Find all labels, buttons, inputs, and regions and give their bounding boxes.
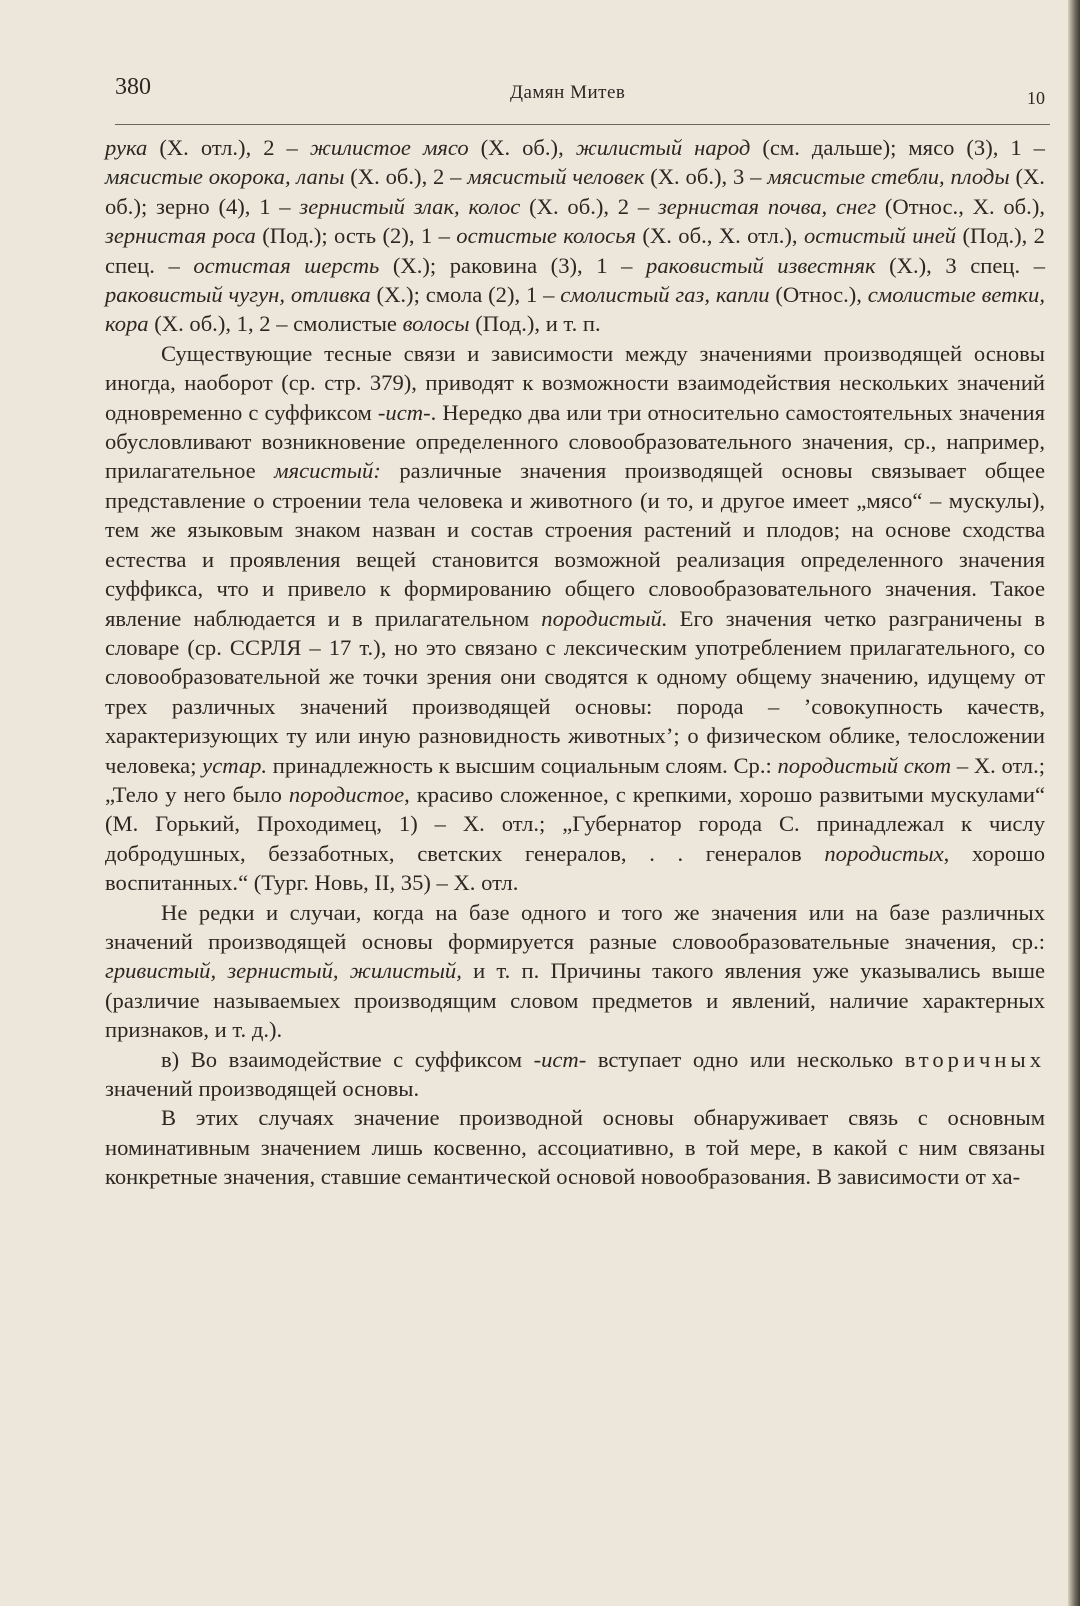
text-run: Его значения четко разграничены в словаре (ср. ССРЛЯ – 17 т.), но это связано с лексическим употреблением прилагательного, со словообразовательной же точки зрения они сводятся к одному общему значению, идущему от трех различных значений производящей основы: порода – ’совокупность качеств, характеризующих ту или иную разновидность животных’; о физическом облике, телосложении человека;: [105, 605, 1045, 778]
text-run: (Х. отл.), 2 –: [147, 135, 310, 160]
italic-term: породистый скот: [777, 752, 952, 778]
italic-term: волосы: [402, 311, 470, 337]
text-run: – Х. отл.; „Тело у него было: [105, 752, 1046, 807]
signature-mark: 10: [1027, 88, 1045, 108]
text-run: Существующие тесные связи и зависимости между значениями производящей основы иногда, наоборот (ср. стр. 379), приводят к возможности взаимодействия нескольких значений одновременно с суффиксом: [105, 340, 1045, 425]
paragraph: [105, 1045, 1045, 1104]
italic-term: жилистый народ: [575, 135, 751, 160]
text-run: (Под.), 2 спец. –: [105, 223, 1045, 278]
text-run: (Относ., Х. об.),: [876, 193, 1045, 219]
italic-term: устар.: [202, 752, 268, 778]
text-run: значений производящей основы.: [105, 1076, 420, 1101]
italic-term: -ист-: [377, 399, 431, 425]
text-run: в) Во взаимодействие с суффиксом: [161, 1046, 534, 1072]
italic-term: гривистый, зернистый, жилистый,: [105, 958, 462, 984]
text-run: (Х. об.), 1, 2 – смолистые: [148, 311, 403, 337]
italic-term: породистых: [824, 840, 944, 866]
text-run: . Нередко два или три относительно самостоятельных значения обусловливают возникновение определенного словообразовательного значения, ср., например, прилагательное: [105, 399, 1045, 484]
text-run: Не редки и случаи, когда на базе одного и того же значения или на базе различных значений производящей основы формируется разные словообразовательные значения, ср.:: [105, 899, 1045, 954]
text-run: (Х.); смола (2), 1 –: [370, 282, 561, 308]
paragraph: [105, 898, 1045, 1045]
italic-term: зернистый злак, колос: [299, 193, 521, 219]
italic-term: рука: [105, 135, 148, 160]
italic-term: мясистый:: [274, 458, 381, 484]
italic-term: мясистый человек: [467, 164, 645, 190]
italic-term: раковистый известняк: [646, 252, 876, 278]
text-run: (Х. об.), 3 –: [644, 164, 768, 190]
italic-term: зернистая почва, снег: [657, 193, 877, 219]
body-text: [105, 133, 1045, 1192]
text-run: (Под.); ость (2), 1 –: [255, 223, 457, 249]
text-run: принадлежность к высшим социальным слоям. Ср.:: [267, 752, 778, 778]
paragraph: [105, 133, 1045, 339]
paragraph: [105, 1103, 1045, 1191]
text-run: (Х. об.); зерно (4), 1 –: [105, 164, 1045, 219]
italic-term: остистый иней: [803, 223, 957, 249]
text-run: (Относ.),: [769, 282, 868, 308]
paragraph: [105, 339, 1045, 898]
italic-term: остистая шерсть: [193, 252, 380, 278]
text-run: (Под.), и т. п.: [469, 311, 601, 337]
text-run: В этих случаях значение производной основы обнаруживает связь с основным номинативным значением лишь косвенно, ассоциативно, в той мере, в какой с ним связаны конкретные значения, ставшие семантической основой новообразования. В зависимости от ха-: [105, 1105, 1045, 1190]
italic-term: породистый.: [541, 605, 668, 631]
page-spine-shadow: [1068, 0, 1080, 1606]
page-header: [115, 72, 1045, 112]
text-run: (Х. об.), 2 –: [520, 193, 658, 219]
italic-term: раковистый чугун, отливка: [105, 282, 371, 308]
text-run: (см. дальше); мясо (3), 1 –: [750, 135, 1045, 160]
text-run: (Х. об., Х. отл.),: [636, 223, 804, 249]
italic-term: зернистая роса: [105, 223, 256, 249]
text-run: различные значения производящей основы связывает общее представление о строении тела человека и животного (и то, и другое имеет „мясо“ – мускулы), тем же языковым знаком назван и состав строения растений и плодов; на основе сходства естества и проявления вещей становится возможной реализация определенного значения суффикса, что и привело к формированию общего словообразовательного значения. Такое явление наблюдается и в прилагательном: [105, 458, 1045, 631]
text-run: (Х. об.),: [468, 135, 576, 160]
spaced-term: вторичных: [904, 1046, 1045, 1072]
text-run: вступает одно или несколько: [586, 1046, 905, 1072]
text-run: (Х. об.), 2 –: [344, 164, 468, 190]
header-rule: [115, 124, 1050, 125]
text-run: (Х.), 3 спец. –: [875, 252, 1045, 278]
italic-term: породистое: [288, 781, 405, 807]
italic-term: остистые колосья: [456, 223, 636, 249]
italic-term: жилистое мясо: [309, 135, 469, 160]
italic-term: смолистый газ, капли: [560, 282, 770, 308]
italic-term: мясистые стебли, плоды: [767, 164, 1010, 190]
italic-term: смолистые ветки, кора: [105, 282, 1045, 337]
text-run: (Х.); раковина (3), 1 –: [379, 252, 647, 278]
text-run: , хорошо воспитанных.“ (Тург. Новь, II, 35) – Х. отл.: [105, 840, 1045, 896]
italic-term: мясистые окорока, лапы: [105, 164, 345, 190]
italic-term: -ист-: [533, 1046, 587, 1072]
text-run: и т. п. Причины такого явления уже указывались выше (различие называемыех производящим словом предметов и явлений, наличие характерных признаков, и т. д.).: [105, 958, 1045, 1043]
page-number: 380: [115, 74, 151, 100]
text-run: , красиво сложенное, с крепкими, хорошо развитыми мускулами“ (М. Горький, Проходимец, 1) – Х. отл.; „Губернатор города С. принадлежал к числу добродушных, беззаботных, светских генералов, . . генералов: [105, 781, 1045, 866]
running-head: Дамян Митев: [510, 82, 626, 103]
